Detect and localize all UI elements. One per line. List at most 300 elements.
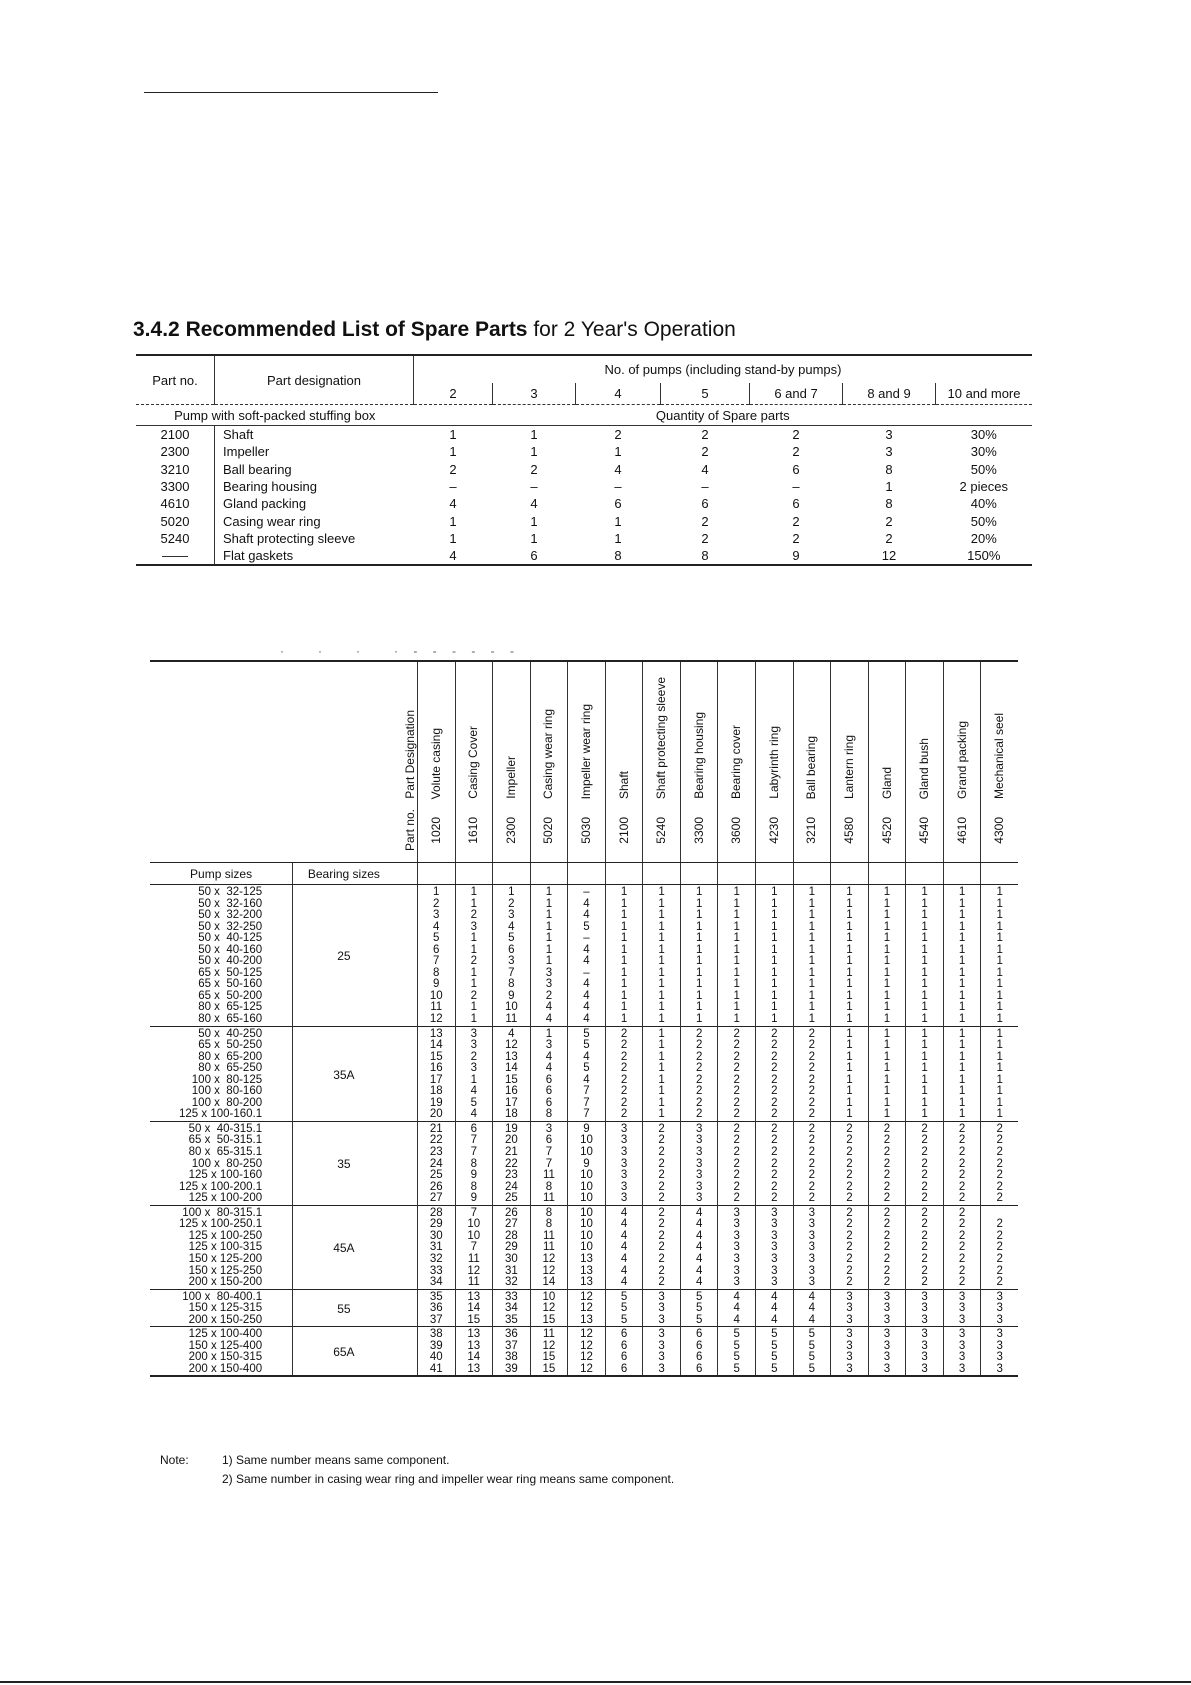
sizes-spacer — [680, 863, 718, 885]
pump-count: 5 — [661, 383, 750, 405]
quantity-cell: 6 — [792, 461, 800, 477]
component-number-list: 2 2 2 2 2 2 2 — [831, 1121, 869, 1205]
part-number: 3210 — [136, 461, 215, 478]
component-number-list: 9 10 10 9 10 10 10 — [568, 1121, 606, 1205]
component-number-list: 1 1 1 1 1 1 1 1 — [868, 1026, 906, 1121]
component-number-list: 3 3 3 3 — [906, 1327, 944, 1377]
part-number: 1020 — [428, 817, 443, 844]
part-designation: Bearing housing — [691, 712, 706, 799]
component-number-list: 33 34 35 — [493, 1289, 531, 1327]
component-number-list: 3 3 3 — [868, 1289, 906, 1327]
label-part-designation-text: Part Designation — [402, 710, 417, 799]
component-number-list: 5 5 5 5 — [718, 1327, 756, 1377]
component-number-list: 13 14 15 16 17 18 19 20 — [417, 1026, 455, 1121]
component-number-list: 13 13 14 13 — [455, 1327, 493, 1377]
sizes-spacer — [868, 863, 906, 885]
spacer-cell — [395, 885, 418, 1027]
component-number-list: 12 12 13 — [568, 1289, 606, 1327]
part-number: 4540 — [917, 817, 932, 844]
quantity-cell: 1 — [614, 530, 622, 546]
part-designation: Bearing cover — [729, 724, 744, 799]
corner-cell — [150, 661, 395, 863]
quantity-cell: 3 — [843, 426, 936, 444]
quantity-cell: 1 — [449, 513, 457, 529]
section-subtitle: for 2 Year's Operation — [533, 318, 736, 341]
component-number-list: 3 3 3 3 3 3 3 — [793, 1205, 831, 1289]
pump-count: 2 — [414, 383, 493, 405]
component-number-list: 11 12 15 15 — [530, 1327, 568, 1377]
part-designation: Lantern ring — [841, 734, 856, 799]
component-number-list: 1 1 1 1 1 1 1 3 3 2 4 4 — [530, 885, 568, 1027]
sizes-spacer — [981, 863, 1018, 885]
component-number-list: 2 2 2 2 2 2 2 — [943, 1205, 981, 1289]
component-number-list: 6 6 6 6 — [605, 1327, 643, 1377]
bearing-size: 65A — [293, 1327, 395, 1377]
quantity-cell: 6 — [792, 496, 800, 512]
col-pumps: No. of pumps (including stand-by pumps) — [414, 355, 1033, 383]
label-part-designation — [395, 661, 418, 802]
component-number-list: 3 3 3 — [831, 1289, 869, 1327]
bearing-group-row — [150, 1205, 1018, 1289]
component-number-list: 1 1 1 1 1 1 1 1 1 1 1 1 — [906, 885, 944, 1027]
part-number-header — [906, 802, 944, 863]
component-number-list: 3 3 2 3 1 4 5 4 — [455, 1026, 493, 1121]
component-number-list: 1 1 1 1 1 1 1 1 1 1 1 1 — [943, 885, 981, 1027]
quantity-cell: 8 — [885, 496, 893, 512]
part-designation: Labyrinth ring — [766, 726, 781, 799]
component-number-list: 2 2 2 2 2 2 2 — [981, 1121, 1018, 1205]
part-designation: Shaft — [616, 770, 631, 799]
part-designation-header — [831, 661, 869, 802]
pump-count: 6 and 7 — [750, 383, 843, 405]
component-number-list: 2 2 2 2 2 2 2 — [943, 1121, 981, 1205]
component-number-list: 2 2 2 2 2 2 2 — [906, 1205, 944, 1289]
part-row — [136, 443, 1032, 460]
component-number-list: 19 20 21 22 23 24 25 — [493, 1121, 531, 1205]
component-number-list: 3 3 3 — [981, 1289, 1018, 1327]
bearing-size: 45A — [293, 1205, 395, 1289]
component-number-list: 38 39 40 41 — [417, 1327, 455, 1377]
sizes-spacer — [831, 863, 869, 885]
quantity-cell: – — [614, 479, 622, 495]
bearing-size: 55 — [293, 1289, 395, 1327]
sizes-spacer — [417, 863, 455, 885]
part-number: 5020 — [136, 512, 215, 529]
component-number-list: 1 1 1 1 1 1 1 1 — [906, 1026, 944, 1121]
part-designation-header — [868, 661, 906, 802]
component-number-list: 8 8 11 11 12 12 14 — [530, 1205, 568, 1289]
part-number: 4610 — [954, 817, 969, 844]
quantity-cell: 4 — [414, 547, 493, 565]
component-number-list: 5 5 5 5 — [793, 1327, 831, 1377]
quantity-cell: 4 — [701, 461, 709, 477]
component-number-list: 1 3 4 4 6 6 6 8 — [530, 1026, 568, 1121]
pump-size-list: 125 x 100-400 150 x 125-400 200 x 150-315 200 x 150-400 — [188, 1328, 263, 1375]
part-designation: Impeller — [503, 756, 518, 799]
part-number-header — [756, 802, 794, 863]
spacer-cell — [395, 1026, 418, 1121]
component-number-list: 4 4 4 — [718, 1289, 756, 1327]
component-number-list: 12 12 12 12 — [568, 1327, 606, 1377]
part-number-header — [680, 802, 718, 863]
pump-count: 8 and 9 — [843, 383, 936, 405]
component-number-list: 2 2 2 2 2 2 2 2 — [793, 1026, 831, 1121]
component-number-list: 4 4 4 — [793, 1289, 831, 1327]
component-number-list: 1 1 1 1 1 1 1 1 1 1 1 1 — [718, 885, 756, 1027]
quantity-cell: 1 — [449, 530, 457, 546]
component-number-list: 1 1 1 1 1 1 1 1 1 1 1 1 — [868, 885, 906, 1027]
top-rule — [144, 92, 438, 93]
part-number: 1610 — [466, 817, 481, 844]
part-designation-header — [906, 661, 944, 802]
quantity-cell: – — [530, 479, 538, 495]
component-number-list: 1 1 1 1 1 1 1 1 1 1 1 1 — [793, 885, 831, 1027]
sizes-spacer — [756, 863, 794, 885]
section-title — [133, 318, 736, 342]
part-number: 2300 — [136, 443, 215, 460]
sizes-spacer — [568, 863, 606, 885]
part-number: 2100 — [616, 817, 631, 844]
component-number-list: 3 3 3 3 3 3 3 — [680, 1121, 718, 1205]
pump-size-list: 100 x 80-315.1 125 x 100-250.1 125 x 100-250 125 x 100-315 150 x 125-200 150 x 125-250 200 x 150-200 — [179, 1206, 263, 1289]
part-name: Shaft protecting sleeve — [223, 530, 356, 546]
part-designation-header — [455, 661, 493, 802]
quantity-cell: 30% — [970, 444, 997, 460]
component-number-list: 2 2 2 2 2 2 2 2 — [718, 1026, 756, 1121]
label-part-no — [395, 802, 418, 863]
part-number: 5020 — [541, 817, 556, 844]
component-number-list: 2 2 2 2 2 2 2 2 — [605, 1026, 643, 1121]
part-number: 5240 — [136, 530, 215, 547]
quantity-cell: 50% — [970, 461, 997, 477]
part-number: 2100 — [136, 426, 215, 444]
part-number-header — [943, 802, 981, 863]
part-number-header — [493, 802, 531, 863]
component-number-list: 2 2 2 2 2 2 2 — [756, 1121, 794, 1205]
part-designation-header — [718, 661, 756, 802]
component-number-list: 5 5 4 5 4 7 7 7 — [568, 1026, 606, 1121]
component-number-list: 1 1 2 3 1 1 2 1 1 2 1 1 — [455, 885, 493, 1027]
quantity-cell: 2 — [661, 426, 750, 444]
component-number-list: 3 3 3 3 — [943, 1327, 981, 1377]
component-number-list: 1 2 3 4 5 6 7 8 9 10 11 12 — [417, 885, 455, 1027]
part-row — [136, 512, 1032, 529]
component-number-list: 2 2 2 2 2 2 2 — [793, 1121, 831, 1205]
bottom-rule — [0, 1681, 1191, 1683]
part-number-header — [868, 802, 906, 863]
part-designation: Ball bearing — [804, 735, 819, 799]
quantity-cell: – — [449, 479, 457, 495]
quantity-cell: 6 — [614, 496, 622, 512]
part-designation-header — [417, 661, 455, 802]
part-number: 4580 — [841, 817, 856, 844]
part-row — [136, 426, 1032, 444]
part-designation-header — [981, 661, 1018, 802]
component-number-list: – 4 4 5 – 4 4 – 4 4 4 4 — [568, 885, 606, 1027]
note-label: Note: — [160, 1453, 189, 1467]
component-number-list: 3 3 3 3 3 3 3 — [605, 1121, 643, 1205]
component-number-list: 21 22 23 24 25 26 27 — [417, 1121, 455, 1205]
part-number: 4520 — [879, 817, 894, 844]
part-number-header — [793, 802, 831, 863]
component-number-list: 1 1 1 1 1 1 1 1 — [981, 1026, 1018, 1121]
part-number-header — [981, 802, 1018, 863]
pump-count: 3 — [493, 383, 576, 405]
sizes-spacer — [643, 863, 681, 885]
quantity-cell: 12 — [843, 547, 936, 565]
sizes-spacer — [906, 863, 944, 885]
sizes-spacer — [395, 863, 418, 885]
quantity-cell: 2 — [701, 513, 709, 529]
part-number: 3300 — [691, 817, 706, 844]
quantity-cell: 3 — [885, 444, 893, 460]
part-designation-header — [643, 661, 681, 802]
part-number: 3600 — [729, 817, 744, 844]
component-number-list: 6 7 7 8 9 8 9 — [455, 1121, 493, 1205]
component-number-list: 2 2 2 2 2 2 2 — [718, 1121, 756, 1205]
part-designation-header — [756, 661, 794, 802]
bearing-size: 35A — [293, 1026, 395, 1121]
part-number-header — [455, 802, 493, 863]
table1-body — [136, 426, 1032, 566]
quantity-cell: 2 — [530, 461, 538, 477]
subheader-left: Pump with soft-packed stuffing box — [136, 405, 414, 426]
quantity-cell: 9 — [750, 547, 843, 565]
quantity-cell: 2 — [792, 513, 800, 529]
component-number-list: 3 3 3 3 3 3 3 — [756, 1205, 794, 1289]
quantity-cell: 30% — [936, 426, 1033, 444]
part-number: —— — [136, 547, 215, 565]
component-number-list: 1 1 1 1 1 1 1 1 1 1 1 1 — [605, 885, 643, 1027]
part-designation: Shaft protecting sleeve — [654, 676, 669, 799]
quantity-cell: 2 pieces — [959, 479, 1008, 495]
part-designation: Gland bush — [917, 737, 932, 799]
sizes-spacer — [943, 863, 981, 885]
pump-count: 10 and more — [947, 386, 1021, 401]
sizes-spacer — [718, 863, 756, 885]
note-item: 1) Same number means same component. — [222, 1453, 450, 1467]
component-number-list: 35 36 37 — [417, 1289, 455, 1327]
quantity-cell: 2 — [576, 426, 661, 444]
component-number-list: 2 2 2 2 2 2 2 — [906, 1121, 944, 1205]
component-number-list: 1 1 1 1 1 1 1 1 — [643, 1026, 681, 1121]
quantity-cell: 1 — [614, 444, 622, 460]
sizes-spacer — [605, 863, 643, 885]
component-number-list: 36 37 38 39 — [493, 1327, 531, 1377]
component-number-list: 2 2 2 2 2 2 2 — [643, 1121, 681, 1205]
spare-parts-matrix-table — [150, 660, 1018, 1377]
quantity-cell: 2 — [701, 530, 709, 546]
component-number-list: 4 12 13 14 15 16 17 18 — [493, 1026, 531, 1121]
component-number-list: 3 3 3 3 3 3 3 — [718, 1205, 756, 1289]
component-number-list: 28 29 30 31 32 33 34 — [417, 1205, 455, 1289]
bearing-group-row — [150, 1327, 1018, 1377]
part-number: 3210 — [804, 817, 819, 844]
bearing-size: 35 — [293, 1121, 395, 1205]
part-designation: Grand packing — [954, 720, 969, 799]
part-designation-header — [530, 661, 568, 802]
part-name: Shaft — [215, 426, 414, 444]
component-number-list: 3 3 3 3 — [643, 1327, 681, 1377]
quantity-cell: 150% — [936, 547, 1033, 565]
part-designation: Casing Cover — [466, 726, 481, 799]
part-name: Flat gaskets — [215, 547, 414, 565]
label-pump-sizes: Pump sizes — [150, 863, 293, 885]
part-name: Impeller — [223, 444, 270, 460]
component-number-list: 6 6 6 6 — [680, 1327, 718, 1377]
component-number-list: 2 2 2 2 2 2 2 — [643, 1205, 681, 1289]
component-number-list: 2 2 2 2 2 2 2 — [868, 1205, 906, 1289]
quantity-cell: 20% — [970, 530, 997, 546]
component-number-list: 2 2 2 2 2 2 2 — [831, 1205, 869, 1289]
part-number-header — [417, 802, 455, 863]
spacer-cell — [395, 1289, 418, 1327]
pump-size-list: 50 x 40-250 65 x 50-250 80 x 65-200 80 x 65-250 100 x 80-125 100 x 80-160 100 x 80-200 125 x 100-160.1 — [179, 1027, 263, 1121]
quantity-cell: 2 — [449, 461, 457, 477]
part-designation-header — [793, 661, 831, 802]
part-name: Casing wear ring — [223, 513, 321, 529]
quantity-cell: 1 — [530, 513, 538, 529]
component-number-list: 3 3 3 — [643, 1289, 681, 1327]
part-designation-header — [680, 661, 718, 802]
quantity-cell: 4 — [614, 461, 622, 477]
component-number-list: 3 3 3 3 — [831, 1327, 869, 1377]
component-number-list: 5 5 5 5 — [756, 1327, 794, 1377]
spacer-cell — [395, 1327, 418, 1377]
component-number-list: 1 2 3 4 5 6 3 7 8 9 10 11 — [493, 885, 531, 1027]
part-number: 3300 — [136, 478, 215, 495]
quantity-cell: 6 — [701, 496, 709, 512]
part-designation: Casing wear ring — [541, 708, 556, 799]
component-number-list: 1 1 1 1 1 1 1 1 1 1 1 1 — [756, 885, 794, 1027]
quantity-cell: 2 — [792, 444, 800, 460]
bearing-size: 25 — [293, 885, 395, 1027]
part-number-header — [718, 802, 756, 863]
quantity-cell: 1 — [414, 426, 493, 444]
dotted-marks: · · · · - - - - - - — [280, 644, 520, 658]
pump-size-list: 50 x 32-125 50 x 32-160 50 x 32-200 50 x 32-250 50 x 40-125 50 x 40-160 50 x 40-200 65 x 50-125 65 x 50-160 65 x 50-200 80 x 65-125 80 x 65-160 — [198, 886, 263, 1026]
part-number-header — [530, 802, 568, 863]
component-number-list: 26 27 28 29 30 31 32 — [493, 1205, 531, 1289]
quantity-cell: 6 — [493, 547, 576, 565]
part-number-header — [643, 802, 681, 863]
component-number-list: 5 5 5 — [680, 1289, 718, 1327]
component-number-list: 3 3 3 — [906, 1289, 944, 1327]
component-number-list: 2 2 2 2 2 2 2 2 — [756, 1026, 794, 1121]
part-number-header — [831, 802, 869, 863]
component-number-list: 2 2 2 2 2 2 — [981, 1205, 1018, 1289]
component-number-list: 7 10 10 7 11 12 11 — [455, 1205, 493, 1289]
part-number-header — [568, 802, 606, 863]
part-name: Bearing housing — [223, 479, 317, 495]
bearing-group-row — [150, 1121, 1018, 1205]
subheader-right: Quantity of Spare parts — [414, 405, 1033, 426]
quantity-cell: 1 — [885, 479, 893, 495]
part-number: 4610 — [136, 495, 215, 512]
component-number-list: 1 1 1 1 1 1 1 1 — [831, 1026, 869, 1121]
quantity-cell: 1 — [493, 426, 576, 444]
pump-count: 4 — [576, 383, 661, 405]
quantity-cell: 4 — [449, 496, 457, 512]
quantity-cell: 1 — [530, 530, 538, 546]
part-row — [136, 461, 1032, 478]
component-number-list: 1 1 1 1 1 1 1 1 1 1 1 1 — [831, 885, 869, 1027]
sizes-spacer — [455, 863, 493, 885]
pump-size-list: 50 x 40-315.1 65 x 50-315.1 80 x 65-315.1 100 x 80-250 125 x 100-160 125 x 100-200.1 125 x 100-200 — [179, 1122, 263, 1205]
bearing-group-row — [150, 885, 1018, 1027]
spare-parts-quantity-table — [136, 354, 1032, 566]
part-row — [136, 530, 1032, 547]
quantity-cell: 40% — [970, 496, 997, 512]
quantity-cell: 8 — [661, 547, 750, 565]
component-number-list: 2 2 2 2 2 2 2 2 — [680, 1026, 718, 1121]
bearing-group-row — [150, 1289, 1018, 1327]
quantity-cell: – — [792, 479, 800, 495]
component-number-list: 1 1 1 1 1 1 1 1 1 1 1 1 — [981, 885, 1018, 1027]
part-row — [136, 478, 1032, 495]
component-number-list: 13 14 15 — [455, 1289, 493, 1327]
quantity-cell: 8 — [885, 461, 893, 477]
quantity-cell: 4 — [530, 496, 538, 512]
label-bearing-sizes: Bearing sizes — [293, 863, 395, 885]
quantity-cell: 1 — [449, 444, 457, 460]
part-number: 5030 — [579, 817, 593, 844]
sizes-spacer — [530, 863, 568, 885]
quantity-cell: 1 — [614, 513, 622, 529]
quantity-cell: 2 — [885, 513, 893, 529]
sizes-spacer — [793, 863, 831, 885]
component-number-list: 4 4 4 4 4 4 4 — [680, 1205, 718, 1289]
quantity-cell: 50% — [970, 513, 997, 529]
quantity-cell: 1 — [530, 444, 538, 460]
pump-size-list: 100 x 80-400.1 150 x 125-315 200 x 150-250 — [182, 1290, 263, 1326]
component-number-list: 3 3 3 — [943, 1289, 981, 1327]
component-number-list: 10 12 15 — [530, 1289, 568, 1327]
component-number-list: 5 5 5 — [605, 1289, 643, 1327]
part-number: 2300 — [503, 817, 518, 844]
part-designation-header — [605, 661, 643, 802]
part-number: 4300 — [992, 817, 1007, 844]
component-number-list: 1 1 1 1 1 1 1 1 1 1 1 1 — [680, 885, 718, 1027]
component-number-list: 4 4 4 — [756, 1289, 794, 1327]
part-name: Gland packing — [223, 496, 307, 512]
component-number-list: 3 3 3 3 — [981, 1327, 1018, 1377]
component-number-list: 3 3 3 3 — [868, 1327, 906, 1377]
quantity-cell: – — [701, 479, 709, 495]
component-number-list: 10 10 10 10 13 13 13 — [568, 1205, 606, 1289]
spacer-cell — [395, 1205, 418, 1289]
label-part-no-text: Part no. — [402, 809, 417, 852]
quantity-cell: 2 — [885, 530, 893, 546]
part-designation: Volute casing — [428, 727, 443, 799]
part-designation: Mechanical seel — [992, 712, 1007, 799]
bearing-group-row — [150, 1026, 1018, 1121]
part-number: 4230 — [766, 817, 781, 844]
part-number-header — [605, 802, 643, 863]
part-designation: Impeller wear ring — [579, 703, 593, 799]
col-part-no: Part no. — [136, 355, 215, 405]
quantity-cell: 2 — [701, 444, 709, 460]
part-designation-header — [943, 661, 981, 802]
component-number-list: 1 1 1 1 1 1 1 1 1 1 1 1 — [643, 885, 681, 1027]
part-designation: Gland — [879, 766, 894, 799]
quantity-cell: 2 — [792, 530, 800, 546]
quantity-cell: 2 — [750, 426, 843, 444]
quantity-cell: 8 — [576, 547, 661, 565]
spacer-cell — [395, 1121, 418, 1205]
component-number-list: 1 1 1 1 1 1 1 1 — [943, 1026, 981, 1121]
section-number: 3.4.2 — [133, 318, 180, 341]
